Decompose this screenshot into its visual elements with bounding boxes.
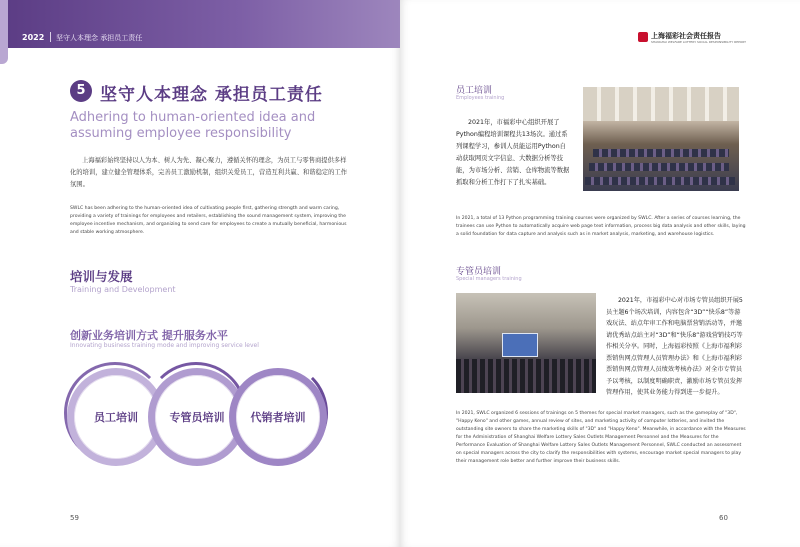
sub-subsection-title-en: Innovating business training mode and improving service level — [70, 342, 259, 349]
header-year: 2022 — [22, 33, 45, 42]
right-page — [400, 0, 800, 547]
section-title-zh: 坚守人本理念 承担员工责任 — [100, 85, 323, 105]
page-number-left: 59 — [70, 514, 79, 522]
training-circle-retailers — [229, 368, 327, 466]
employee-training-text-en: In 2021, a total of 13 Python programming training courses were organized by SWLC. After a series of courses learning, the trainees can use Python to automatically acquire web page text information, process big data analysis and other skills, laying a solid foundation for data capture and analysis such as in market analysis, marketing, and warehouse logistics. — [456, 216, 746, 237]
training-circle-label: 员工培训 — [94, 411, 138, 424]
page-number-right: 60 — [719, 514, 728, 522]
special-manager-training-title-zh: 专管员培训 — [456, 267, 502, 277]
photo-ceiling-lights — [583, 87, 739, 121]
employee-training-text-zh: 2021年，市福彩中心组织开展了Python编程培训课程共13场次。通过系列课程学习，参训人员能运用Python自动获取网页文字信息、大数据分析等技能，为市场分析、营销、仓库物流等数据抓取和分析工作打下了扎实基础。 — [456, 119, 570, 186]
header-separator — [50, 32, 51, 42]
subsection-title-en: Training and Development — [70, 285, 176, 294]
special-manager-training-text-en: In 2021, SWLC organized 6 sessions of trainings on 5 themes for special market managers, such as the gameplay of "3D", "Happy Keno" and other games, annual review of sites, and marketing activity of computer lotteries, and invited the outstanding site owners to share the marketing skills of "3D" and "Happy Keno". Meanwhile, in accordance with the Measures for the Administration of Shanghai Welfare Lottery Sales Outlets Management Personnel and the Measures for the Performance Evaluation of Shanghai Welfare Lottery Sales Outlets Management Personnel, SWLC conducted an assessment on special managers across the city to clarify the responsibilities with systems, encourage market special managers to play their management role better and further improve their business skills. — [456, 411, 746, 464]
section-number-badge: 5 — [70, 80, 92, 102]
sub-subsection-title-zh: 创新业务培训方式 提升服务水平 — [70, 329, 228, 342]
special-manager-training-text-zh: 2021年，市福彩中心对市场专管员组织开展5员主题6个场次培训，内容包含“3D”“快乐8”等游戏玩法、站点年审工作和电脑票营销活动等，并邀请优秀站点站主对“3D”和“快乐8”游戏营销技巧等作相关分享。同时，上海福彩按照《上海市福利彩票销售网点管理人员管理办法》和《上海市福利彩票销售网点管理人员绩效考核办法》对全市专管员予以考核，以制度明确职责，激励市场专管员发挥管理作用，使其业务能力得到进一步提升。 — [606, 297, 743, 396]
photo-audience — [456, 359, 596, 393]
classroom-training-photo — [583, 87, 739, 191]
photo-seat-row — [593, 149, 729, 157]
logo-text-en: SHANGHAI WELFARE LOTTERY SOCIAL RESPONSIBILITY REPORT — [651, 40, 746, 44]
logo-text-zh: 上海福彩社会责任报告 — [651, 32, 721, 40]
photo-projection-screen — [502, 333, 538, 357]
employee-training-title-zh: 员工培训 — [456, 86, 493, 96]
employee-training-title-en: Employees training — [456, 95, 505, 101]
photo-seat-row — [589, 163, 729, 171]
photo-seat-row — [585, 177, 735, 185]
header-section-title: 坚守人本理念 承担员工责任 — [56, 34, 143, 42]
intro-paragraph-zh: 上海福彩始终坚持以人为本、树人为先、凝心聚力，遵循关怀的理念，为员工与零售商提供多样化的培训，建立健全管理体系，完善员工激励机制，组织关爱员工，营造互利共赢、和谐稳定的工作氛围。 — [70, 157, 348, 188]
subsection-title-zh: 培训与发展 — [70, 269, 133, 284]
header-tab — [0, 0, 8, 64]
training-circle-label: 代销者培训 — [250, 411, 306, 424]
training-circle-label: 专管员培训 — [169, 411, 225, 424]
intro-paragraph-en: SWLC has been adhering to the human-oriented idea of cultivating people first, gathering strength and warm caring, providing a variety of trainings for employees and retailers, establishing the sound management system, improving the employee incentive mechanism, and organizing to send care for employees to create a mutually beneficial, harmonious and stable working atmosphere. — [70, 206, 347, 235]
welfare-lottery-logo-icon — [638, 32, 648, 42]
section-title-en: Adhering to human-oriented idea and assuming employee responsibility — [70, 110, 316, 141]
lecture-hall-photo — [456, 293, 596, 393]
special-manager-training-title-en: Special managers training — [456, 276, 522, 282]
